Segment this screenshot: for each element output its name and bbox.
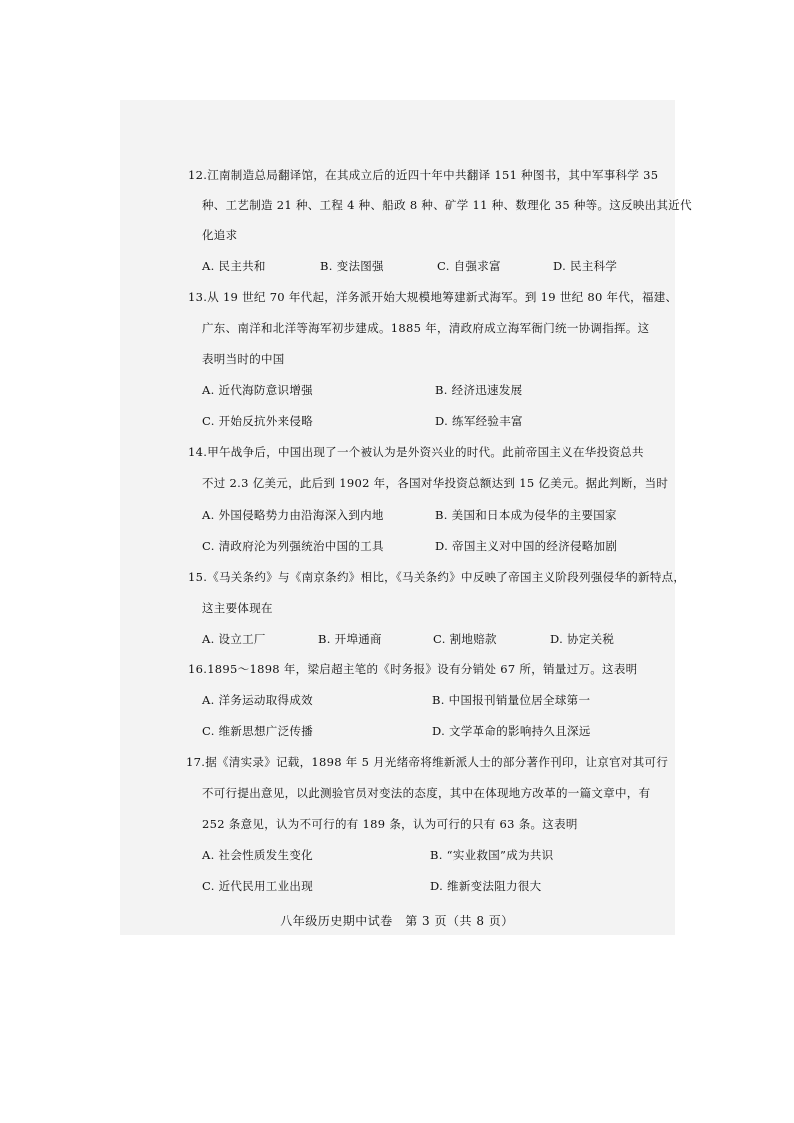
question-15-option-c: C. 割地赔款	[433, 632, 497, 646]
question-16-option-d: D. 文学革命的影响持久且深远	[432, 724, 591, 738]
question-15-option-a: A. 设立工厂	[202, 632, 266, 646]
question-17-line-1: 17.据《清实录》记载，1898 年 5 月光绪帝将维新派人士的部分著作刊印，让京官对其可行	[186, 755, 669, 769]
question-13-option-a: A. 近代海防意识增强	[202, 383, 313, 397]
question-17-option-d: D. 维新变法阻力很大	[430, 879, 542, 893]
question-12-option-d: D. 民主科学	[553, 259, 618, 273]
question-15-option-d: D. 协定关税	[550, 632, 615, 646]
question-16-option-c: C. 维新思想广泛传播	[202, 724, 313, 738]
question-13-line-3: 表明当时的中国	[202, 352, 285, 366]
question-14-option-d: D. 帝国主义对中国的经济侵略加剧	[435, 539, 618, 553]
question-16-option-a: A. 洋务运动取得成效	[202, 693, 313, 707]
question-15-line-1: 15.《马关条约》与《南京条约》相比，《马关条约》中反映了帝国主义阶段列强侵华的新特点，	[188, 570, 686, 584]
question-17-option-b: B. “实业救国”成为共识	[430, 848, 554, 862]
question-14-option-b: B. 美国和日本成为侵华的主要国家	[435, 508, 617, 522]
question-12-line-3: 化追求	[202, 228, 238, 242]
question-13-option-b: B. 经济迅速发展	[435, 383, 523, 397]
question-17-line-3: 252 条意见，认为不可行的有 189 条，认为可行的只有 63 条。这表明	[202, 817, 578, 831]
question-15-option-b: B. 开埠通商	[318, 632, 382, 646]
question-13-line-2: 广东、南洋和北洋等海军初步建成。1885 年，清政府成立海军衙门统一协调指挥。这	[202, 321, 650, 335]
question-17-option-c: C. 近代民用工业出现	[202, 879, 313, 893]
question-13-option-d: D. 练军经验丰富	[435, 414, 523, 428]
question-17-option-a: A. 社会性质发生变化	[202, 848, 313, 862]
question-12-option-a: A. 民主共和	[202, 259, 266, 273]
question-12-line-2: 种、工艺制造 21 种、工程 4 种、船政 8 种、矿学 11 种、数理化 35 种等。这反映出其近代	[202, 198, 692, 212]
page-footer: 八年级历史期中试卷 第 3 页（共 8 页）	[280, 914, 514, 928]
question-15-line-2: 这主要体现在	[202, 601, 273, 615]
question-12-option-c: C. 自强求富	[437, 259, 501, 273]
question-16-line-1: 16.1895～1898 年，梁启超主笔的《时务报》设有分销处 67 所，销量过万。这表明	[188, 662, 638, 676]
question-17-line-2: 不可行提出意见，以此测验官员对变法的态度，其中在体现地方改革的一篇文章中，有	[202, 786, 651, 800]
question-14-option-c: C. 清政府沦为列强统治中国的工具	[202, 539, 384, 553]
question-12-line-1: 12.江南制造总局翻译馆，在其成立后的近四十年中共翻译 151 种图书，其中军事科学 35	[188, 168, 659, 182]
question-12-option-b: B. 变法图强	[320, 259, 384, 273]
question-13-option-c: C. 开始反抗外来侵略	[202, 414, 313, 428]
question-14-line-2: 不过 2.3 亿美元，此后到 1902 年，各国对华投资总额达到 15 亿美元。据此判断，当时	[202, 476, 669, 490]
question-14-option-a: A. 外国侵略势力由沿海深入到内地	[202, 508, 384, 522]
question-14-line-1: 14.甲午战争后，中国出现了一个被认为是外资兴业的时代。此前帝国主义在华投资总共	[188, 445, 644, 459]
question-16-option-b: B. 中国报刊销量位居全球第一	[432, 693, 591, 707]
question-13-line-1: 13.从 19 世纪 70 年代起，洋务派开始大规模地筹建新式海军。到 19 世纪 80 年代，福建、	[188, 290, 678, 304]
